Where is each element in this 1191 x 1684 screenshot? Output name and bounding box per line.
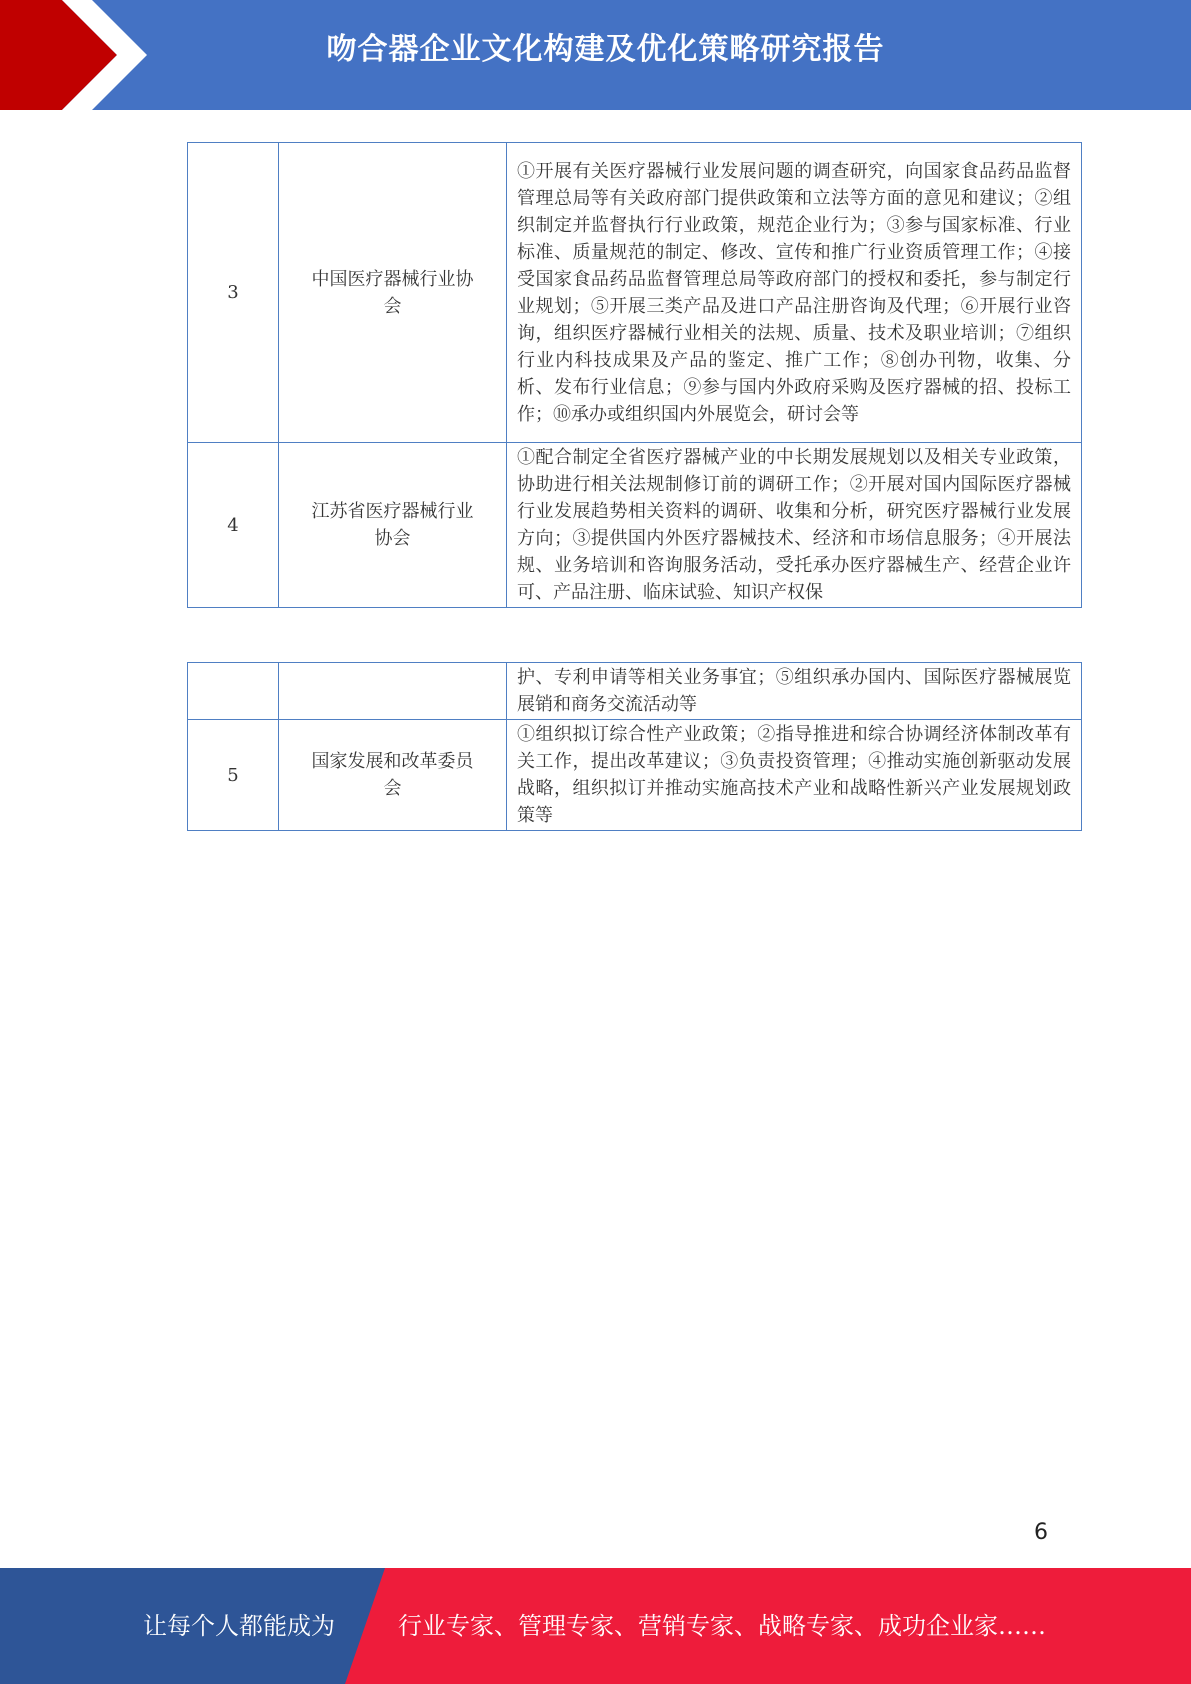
organization-name: [279, 720, 507, 831]
organization-duties: ①组织拟订综合性产业政策；②指导推进和综合协调经济体制改革有关工作，提出改革建议；③负责投资管理；④推动实施创新驱动发展战略，组织拟订并推动实施高技术产业和战略性新兴产业发展规划政策等: [507, 720, 1082, 831]
table-row: [188, 720, 1082, 831]
table-row: [188, 663, 1082, 720]
organization-table-part2: [187, 662, 1082, 831]
organization-name: [279, 443, 507, 608]
row-number: 4: [188, 443, 279, 608]
organization-duties: 护、专利申请等相关业务事宜；⑤组织承办国内、国际医疗器械展览展销和商务交流活动等: [507, 663, 1082, 720]
organization-table-part1: [187, 142, 1082, 608]
footer-slogan-left: 让每个人都能成为: [143, 1612, 335, 1640]
organization-name-text: 国家发展和改革委员会: [311, 751, 474, 799]
organization-name: [279, 143, 507, 443]
table-row: [188, 443, 1082, 608]
page-number: 6: [1034, 1520, 1048, 1545]
organization-duties: ①配合制定全省医疗器械产业的中长期发展规划以及相关专业政策，协助进行相关法规制修订前的调研工作；②开展对国内国际医疗器械行业发展趋势相关资料的调研、收集和分析，研究医疗器械行业发展方向；③提供国内外医疗器械技术、经济和市场信息服务；④开展法规、业务培训和咨询服务活动，受托承办医疗器械生产、经营企业许可、产品注册、临床试验、知识产权保: [507, 443, 1082, 608]
report-title: 吻合器企业文化构建及优化策略研究报告: [326, 32, 885, 67]
footer-slogan-right: 行业专家、管理专家、营销专家、战略专家、成功企业家……: [398, 1612, 1046, 1640]
organization-duties: ①开展有关医疗器械行业发展问题的调查研究，向国家食品药品监督管理总局等有关政府部门提供政策和立法等方面的意见和建议；②组织制定并监督执行行业政策，规范企业行为；③参与国家标准、行业标准、质量规范的制定、修改、宣传和推广行业资质管理工作；④接受国家食品药品监督管理总局等政府部门的授权和委托，参与制定行业规划；⑤开展三类产品及进口产品注册咨询及代理；⑥开展行业咨询，组织医疗器械行业相关的法规、质量、技术及职业培训；⑦组织行业内科技成果及产品的鉴定、推广工作；⑧创办刊物，收集、分析、发布行业信息；⑨参与国内外政府采购及医疗器械的招、投标工作；⑩承办或组织国内外展览会，研讨会等: [507, 143, 1082, 443]
row-number: 3: [188, 143, 279, 443]
organization-name: [279, 663, 507, 720]
row-number: 5: [188, 720, 279, 831]
page-header: [0, 0, 1191, 110]
page-footer: [0, 1568, 1191, 1684]
table-row: [188, 143, 1082, 443]
organization-name-text: 江苏省医疗器械行业协会: [311, 501, 474, 549]
row-number: [188, 663, 279, 720]
organization-name-text: 中国医疗器械行业协会: [311, 268, 474, 317]
